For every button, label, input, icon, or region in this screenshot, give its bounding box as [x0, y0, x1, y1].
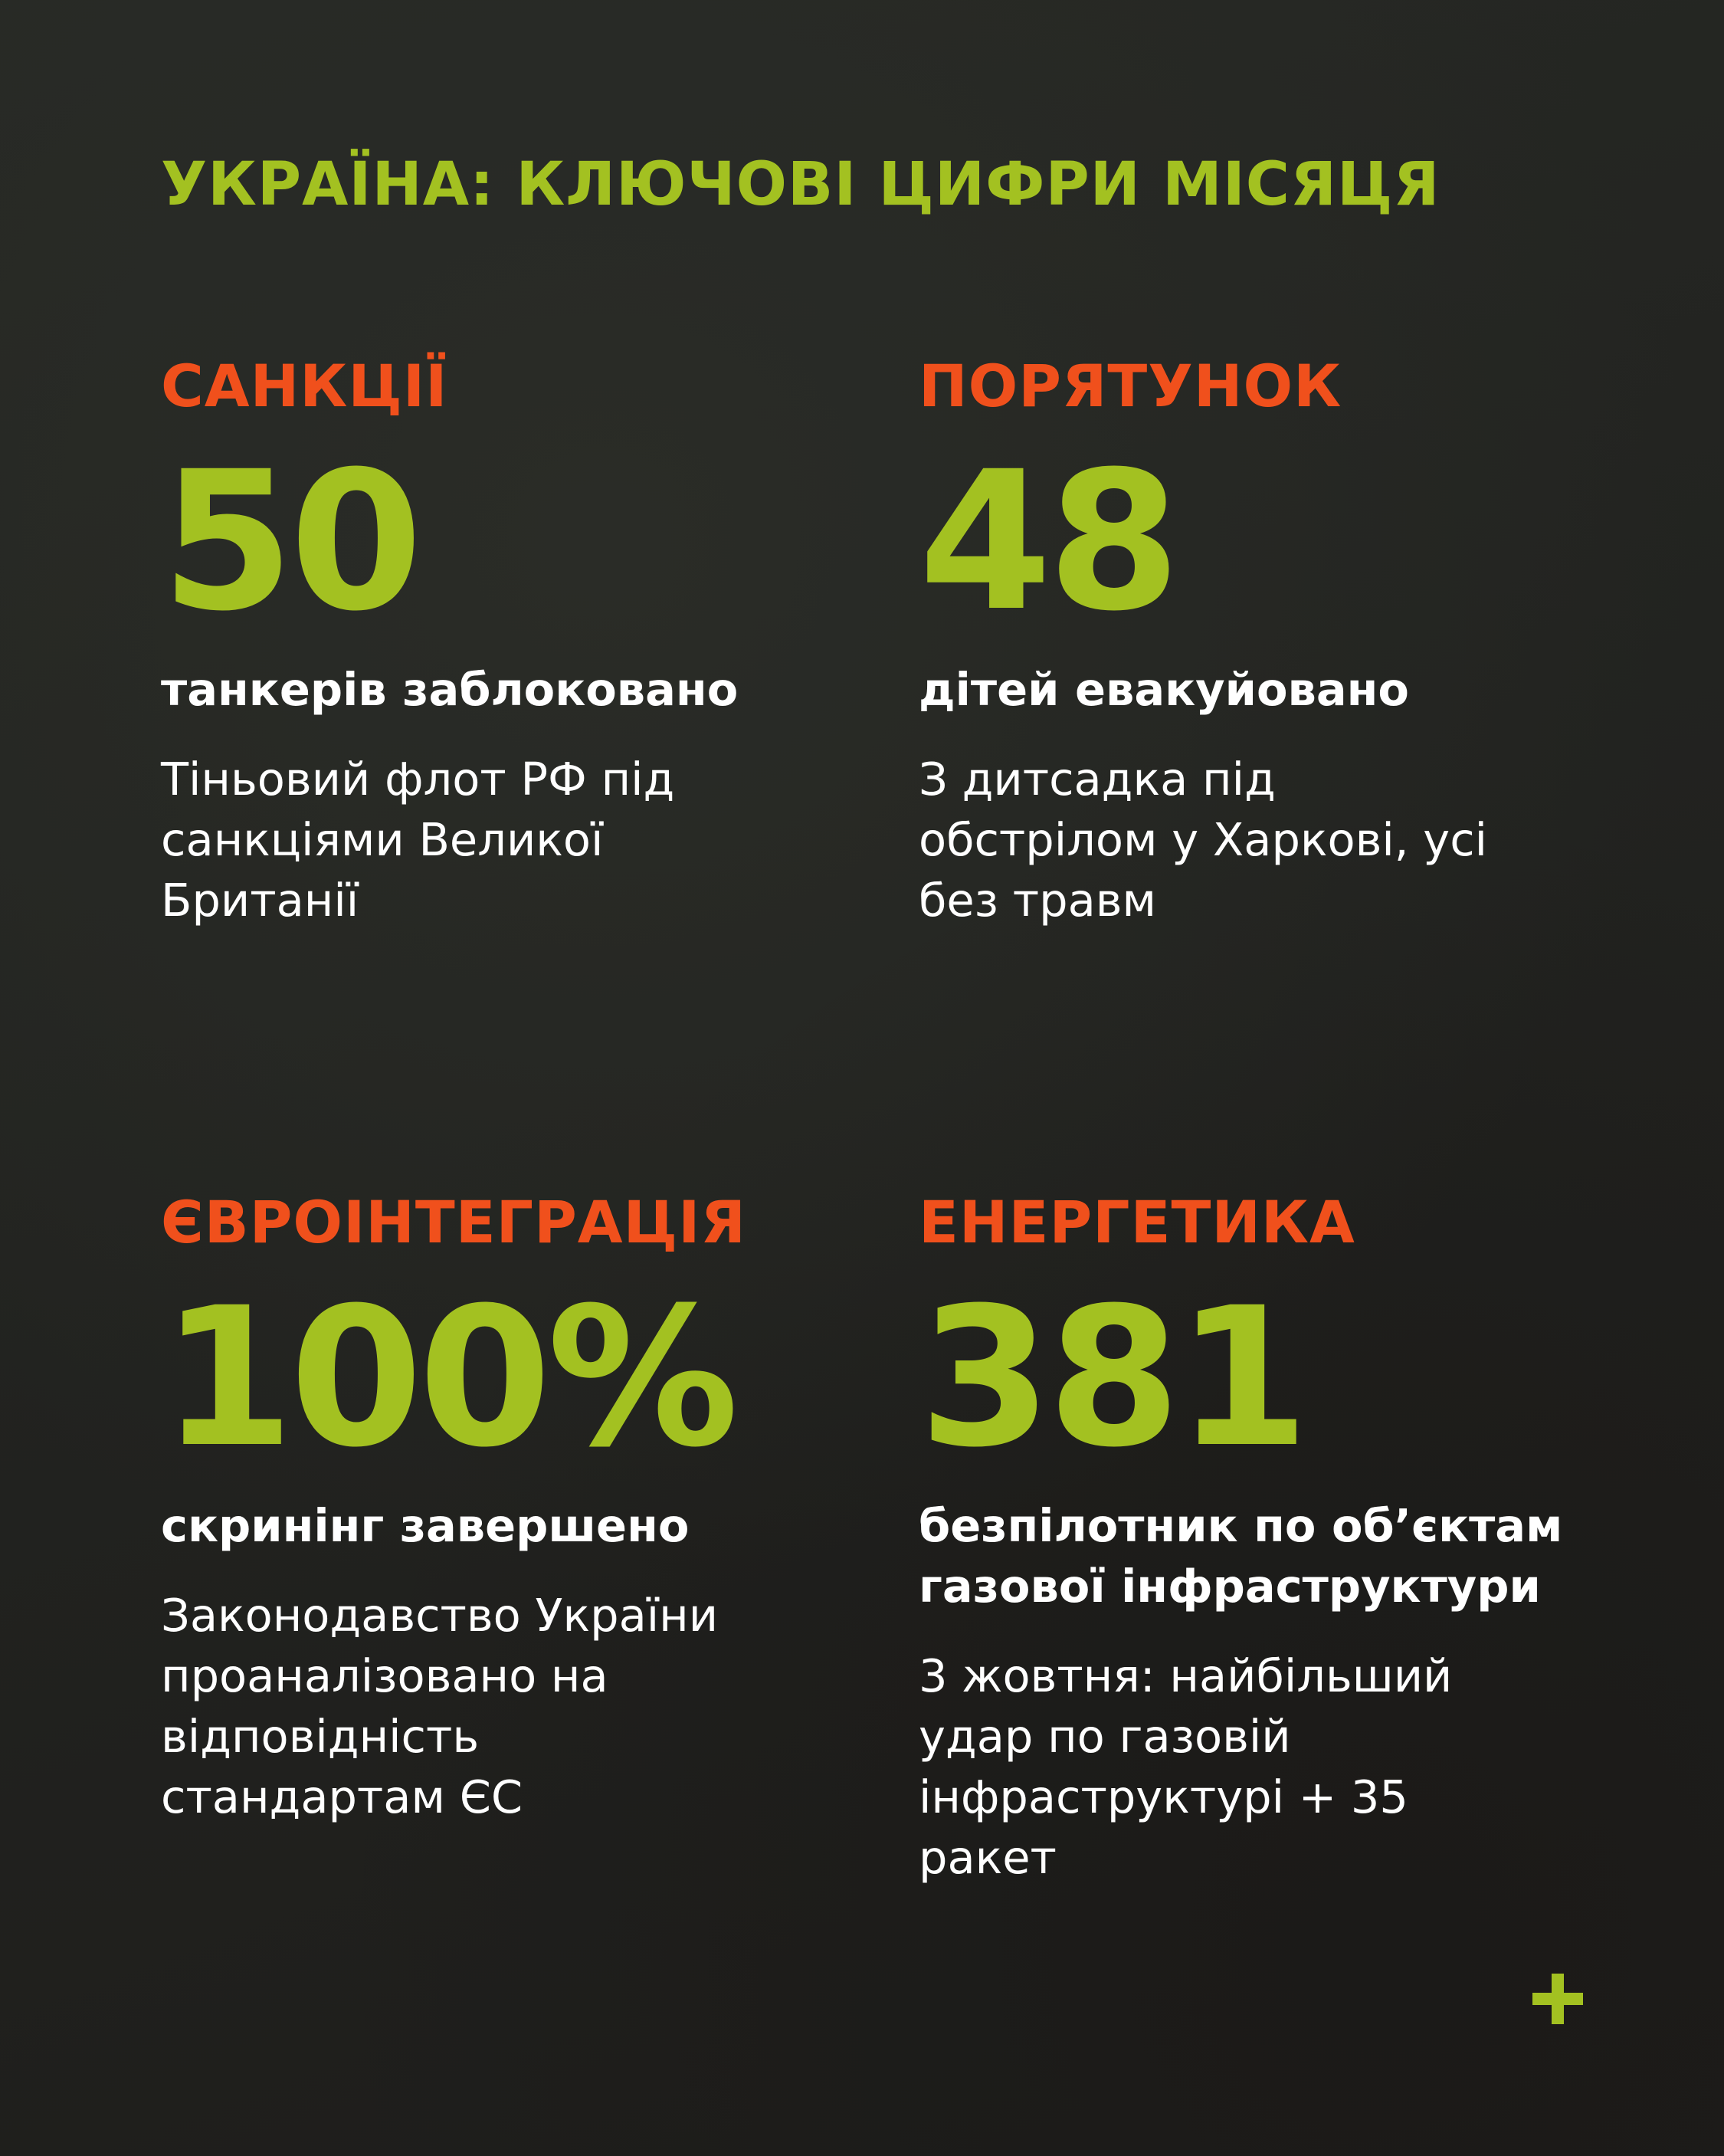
stat-label: танкерів заблоковано [161, 663, 739, 716]
category-heading: ЄВРОІНТЕГРАЦІЯ [161, 1188, 746, 1256]
stat-label: дітей евакуйовано [919, 663, 1409, 716]
stat-label: безпілотник по об’єктам газової інфраструктури [919, 1499, 1563, 1613]
stat-label: скринінг завершено [161, 1499, 690, 1552]
category-heading: ПОРЯТУНОК [919, 352, 1342, 420]
stat-number: 50 [161, 430, 418, 653]
stat-number: 100% [161, 1266, 735, 1489]
stat-number: 381 [919, 1266, 1305, 1489]
stat-number: 48 [919, 430, 1176, 653]
stat-description: З дитсадка під обстрілом у Харкові, усі без травм [919, 753, 1488, 927]
stat-card-rescue [919, 352, 1608, 930]
stat-card-eu-integration [161, 1188, 851, 1827]
stat-card-energy [919, 1188, 1608, 1888]
page-title: УКРАЇНА: КЛЮЧОВІ ЦИФРИ МІСЯЦЯ [161, 150, 1440, 219]
category-heading: ЕНЕРГЕТИКА [919, 1188, 1355, 1256]
category-heading: САНКЦІЇ [161, 352, 448, 420]
stat-description: 3 жовтня: найбільший удар по газовій інфраструктурі + 35 ракет [919, 1649, 1453, 1884]
stat-description: Законодавство України проаналізовано на відповідність стандартам ЄС [161, 1589, 719, 1823]
stat-description: Тіньовий флот РФ під санкціями Великої Британії [161, 753, 675, 927]
plus-icon [1532, 1974, 1583, 2024]
stat-card-sanctions [161, 352, 851, 930]
